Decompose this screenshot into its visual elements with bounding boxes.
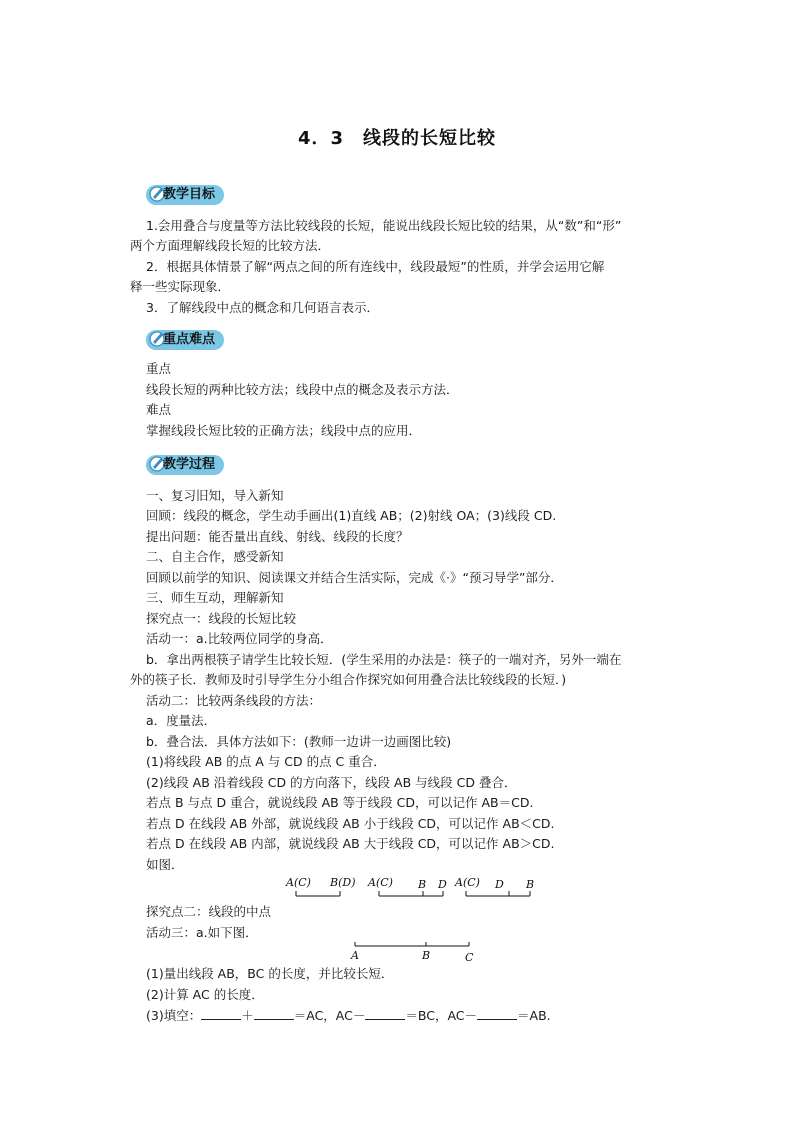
label-d: D (495, 878, 504, 891)
label-a: A (351, 949, 359, 962)
process-line: 外的筷子长．教师及时引导学生分小组合作探究如何用叠合法比较线段的长短．) (130, 672, 567, 687)
process-line: 三、师生互动，理解新知 (146, 590, 284, 605)
process-line: 活动三：a.如下图． (146, 925, 258, 940)
process-line: b．叠合法．具体方法如下：(教师一边讲一边画图比较) (146, 734, 452, 749)
process-line: 提出问题：能否量出直线、射线、线段的长度？ (146, 529, 409, 544)
segment-abc-figure (345, 940, 480, 966)
goal-line-1: 1.会用叠合与度量等方法比较线段的长短，能说出线段长短比较的结果，从“数”和“形” (146, 218, 622, 233)
section-badge-label: 重点难点 (163, 332, 216, 347)
difficulty-label: 难点 (146, 402, 172, 417)
process-line: b．拿出两根筷子请学生比较长短．(学生采用的办法是：筷子的一端对齐，另外一端在 (146, 652, 622, 667)
fill-eq-ac: ＝AC，AC－ (293, 1008, 366, 1023)
process-line: 回顾：线段的概念，学生动手画出(1)直线 AB；(2)射线 OA；(3)线段 CD. (146, 508, 557, 523)
fill-eq-ab: ＝AB. (517, 1008, 551, 1023)
label-ac: A(C) (455, 876, 480, 889)
label-c: C (465, 951, 474, 964)
diagram-less (367, 876, 447, 896)
section-badge-goals (146, 185, 224, 205)
label-b: B (418, 878, 427, 891)
process-line: 二、自主合作，感受新知 (146, 549, 284, 564)
difficulty-text: 掌握线段长短比较的正确方法；线段中点的应用． (146, 423, 422, 438)
label-ac: A(C) (286, 876, 311, 889)
label-d: D (438, 878, 447, 891)
process-line: (1)量出线段 AB，BC 的长度，并比较长短． (146, 966, 394, 981)
process-line: 探究点一：线段的长短比较 (146, 611, 297, 626)
process-line: (2)线段 AB 沿着线段 CD 的方向落下，线段 AB 与线段 CD 叠合． (146, 775, 517, 790)
process-line: 探究点二：线段的中点 (146, 904, 272, 919)
process-line: 一、复习旧知，导入新知 (146, 488, 284, 503)
process-line: a．度量法． (146, 713, 217, 728)
process-line: (1)将线段 AB 的点 A 与 CD 的点 C 重合． (146, 754, 386, 769)
fill-plus: ＋ (241, 1008, 254, 1023)
goal-line-3: 2．根据具体情景了解“两点之间的所有连线中，线段最短”的性质，并学会运用它解 (146, 259, 605, 274)
goal-line-5: 3．了解线段中点的概念和几何语言表示． (146, 300, 379, 315)
fill-eq-bc: ＝BC，AC－ (405, 1008, 478, 1023)
section-badge-label: 教学目标 (163, 187, 216, 202)
label-bd: B(D) (330, 876, 356, 889)
blank-4[interactable] (477, 1007, 517, 1020)
diagram-equal (285, 876, 356, 896)
label-b: B (422, 949, 431, 962)
segment-comparison-figure (280, 874, 550, 904)
fill-prefix: (3)填空： (146, 1008, 202, 1023)
blank-3[interactable] (365, 1007, 405, 1020)
process-line: 如图． (146, 857, 184, 872)
keypoint-text: 线段长短的两种比较方法；线段中点的概念及表示方法． (146, 382, 459, 397)
process-line: 若点 D 在线段 AB 外部，就说线段 AB 小于线段 CD，可以记作 AB＜CD. (146, 816, 555, 831)
section-badge-process (146, 455, 224, 475)
process-line: (2)计算 AC 的长度． (146, 987, 264, 1002)
process-line: 活动一：a.比较两位同学的身高． (146, 631, 333, 646)
goal-line-2: 两个方面理解线段长短的比较方法． (130, 238, 331, 253)
process-line: 回顾以前学的知识、阅读课文并结合生活实际，完成《·》“预习导学”部分． (146, 570, 563, 585)
blank-1[interactable] (201, 1007, 241, 1020)
blank-2[interactable] (254, 1007, 294, 1020)
page-title: 4．3 线段的长短比较 (297, 128, 497, 149)
goal-line-4: 释一些实际现象． (130, 279, 231, 294)
section-badge-keypoints (146, 330, 224, 350)
label-ac: A(C) (368, 876, 393, 889)
process-line: 活动二：比较两条线段的方法： (146, 693, 322, 708)
diagram-greater (454, 876, 534, 896)
process-line: 若点 D 在线段 AB 内部，就说线段 AB 大于线段 CD，可以记作 AB＞CD. (146, 836, 555, 851)
keypoint-label: 重点 (146, 361, 172, 376)
label-b: B (526, 878, 535, 891)
section-badge-label: 教学过程 (163, 457, 216, 472)
fill-in-line (146, 1007, 551, 1024)
process-line: 若点 B 与点 D 重合，就说线段 AB 等于线段 CD，可以记作 AB＝CD. (146, 795, 534, 810)
